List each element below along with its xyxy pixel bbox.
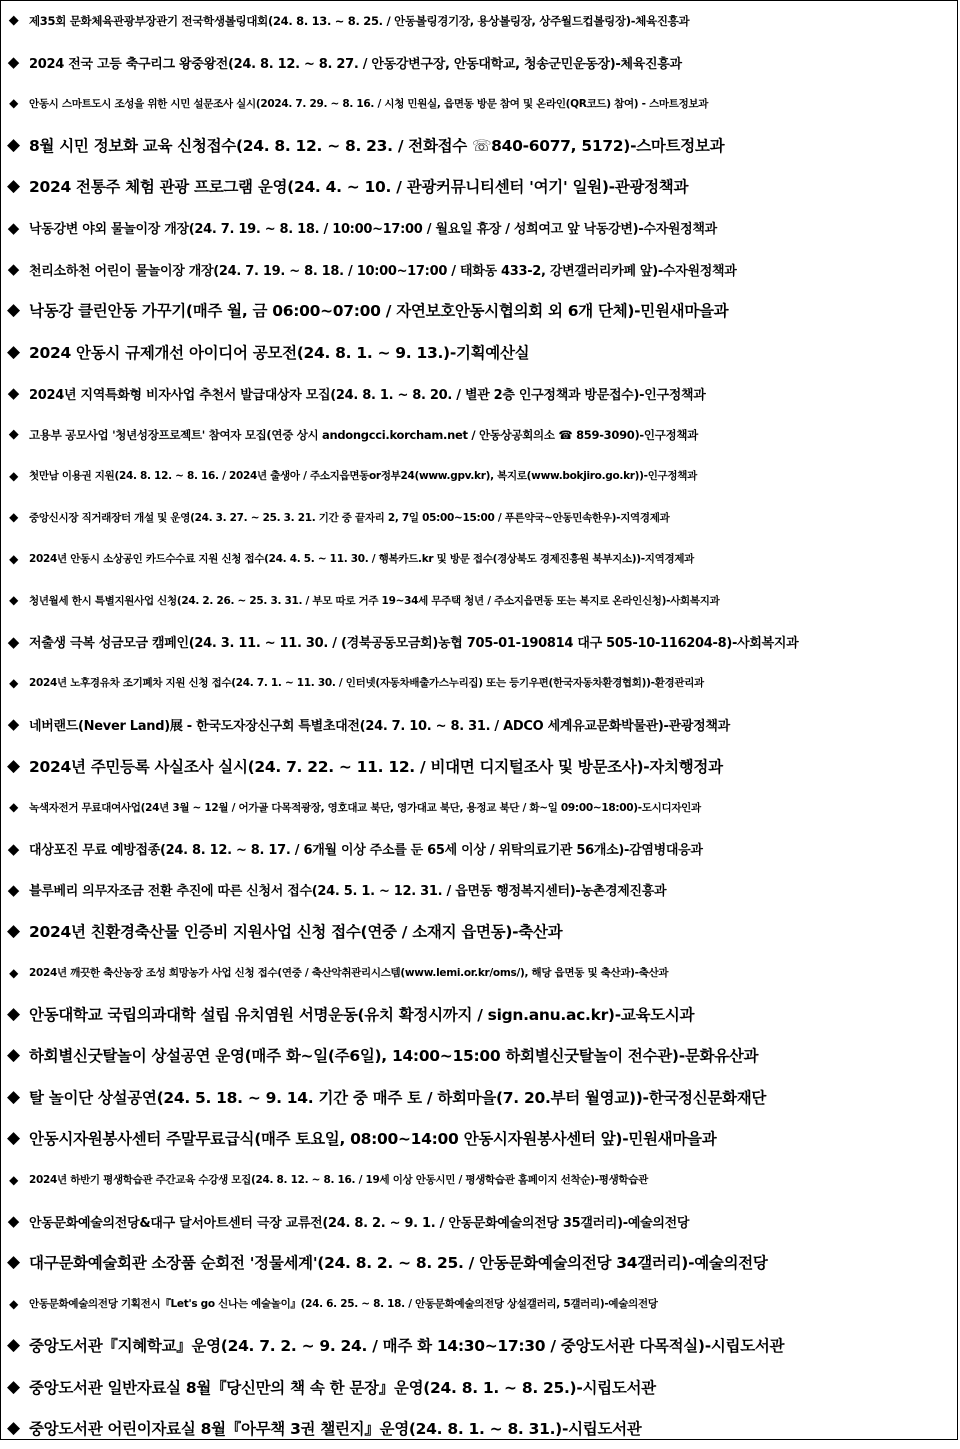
diamond-bullet-icon: ◆ [6, 341, 21, 362]
notice-text: 블루베리 의무자조금 전환 추진에 따른 신청서 접수(24. 5. 1. ~ 12. 31. / 읍면동 행정복지센터)-농촌경제진흥과 [29, 884, 667, 900]
notice-item [0, 373, 960, 414]
notice-text: 고용부 공모사업 '청년성장프로젝트' 참여자 모집(연중 상시 andongcci.korcham.net / 안동상공회의소 ☎ 859-3090)-인구정책과 [29, 427, 698, 442]
notice-item [0, 1200, 960, 1241]
notice-text: 천리소하천 어린이 물놀이장 개장(24. 7. 19. ~ 8. 18. / 10:00~17:00 / 태화동 433-2, 강변갤러리카페 앞)-수자원정책과 [29, 263, 737, 279]
notice-text: 중앙도서관 어린이자료실 8월『아무책 3권 챌린지』운영(24. 8. 1. ~ 8. 31.)-시립도서관 [29, 1419, 642, 1438]
diamond-bullet-icon: ◆ [6, 1252, 21, 1273]
notice-text: 저출생 극복 성금모금 캠페인(24. 3. 11. ~ 11. 30. / (경북공동모금회)농협 705-01-190814 대구 505-10-116204-8)-사회복지과 [29, 636, 799, 652]
notice-text: 낙동강변 야외 물놀이장 개장(24. 7. 19. ~ 8. 18. / 10:00~17:00 / 월요일 휴장 / 성희여고 앞 낙동강변)-수자원정책과 [29, 222, 717, 238]
notice-item [0, 41, 960, 82]
notice-text: 청년월세 한시 특별지원사업 신청(24. 2. 26. ~ 25. 3. 31. / 부모 따로 거주 19~34세 무주택 청년 / 주소지읍면동 또는 복지로 온라인신청)-사회복지과 [29, 594, 720, 607]
notice-item [0, 1407, 960, 1448]
diamond-bullet-icon: ◆ [6, 1417, 21, 1438]
diamond-bullet-icon: ◆ [9, 965, 18, 980]
diamond-bullet-icon: ◆ [7, 880, 20, 899]
diamond-bullet-icon: ◆ [9, 675, 18, 690]
notice-item [0, 455, 960, 496]
diamond-bullet-icon: ◆ [7, 218, 20, 237]
diamond-bullet-icon: ◆ [8, 13, 19, 29]
notice-text: 제35회 문화체육관광부장관기 전국학생볼링대회(24. 8. 13. ~ 8. 25. / 안동볼링경기장, 용상볼링장, 상주월드컵볼링장)-체육진흥과 [29, 13, 690, 28]
notice-item [0, 414, 960, 455]
notice-item [0, 869, 960, 910]
notice-text: 대상포진 무료 예방접종(24. 8. 12. ~ 8. 17. / 6개월 이상 주소를 둔 65세 이상 / 위탁의료기관 56개소)-감염병대응과 [29, 843, 703, 858]
diamond-bullet-icon: ◆ [6, 1045, 21, 1066]
diamond-bullet-icon: ◆ [9, 551, 18, 566]
notice-text: 8월 시민 정보화 교육 신청접수(24. 8. 12. ~ 8. 23. / 전화접수 ☏840-6077, 5172)-스마트정보과 [29, 136, 725, 155]
notice-item [0, 331, 960, 372]
notice-item [0, 1242, 960, 1283]
notice-text: 안동시자원봉사센터 주말무료급식(매주 토요일, 08:00~14:00 안동시자원봉사센터 앞)-민원새마을과 [29, 1130, 717, 1149]
diamond-bullet-icon: ◆ [6, 1376, 21, 1397]
diamond-bullet-icon: ◆ [6, 921, 21, 942]
notice-item [0, 1076, 960, 1117]
notice-item [0, 1159, 960, 1200]
notice-item [0, 207, 960, 248]
diamond-bullet-icon: ◆ [6, 1335, 21, 1356]
notice-item [0, 1118, 960, 1159]
notice-item [0, 993, 960, 1034]
notice-text: 네버랜드(Never Land)展 - 한국도자장신구회 특별초대전(24. 7. 10. ~ 8. 31. / ADCO 세계유교문화박물관)-관광정책과 [29, 718, 730, 734]
notice-text: 녹색자전거 무료대여사업(24년 3월 ~ 12월 / 어가골 다목적광장, 영호대교 북단, 영가대교 북단, 용정교 북단 / 화~일 09:00~18:00)-도시디자인과 [29, 801, 701, 814]
notice-item [0, 662, 960, 703]
notice-item [0, 290, 960, 331]
notice-text: 안동시 스마트도시 조성을 위한 시민 설문조사 실시(2024. 7. 29. ~ 8. 16. / 시청 민원실, 읍면동 방문 참여 및 온라인(QR코드) 참여) - 스마트정보과 [29, 97, 709, 110]
notice-text: 2024년 하반기 평생학습관 주간교육 수강생 모집(24. 8. 12. ~ 8. 16. / 19세 이상 안동시민 / 평생학습관 홈페이지 선착순)-평생학습관 [29, 1174, 648, 1187]
notice-text: 2024 전국 고등 축구리그 왕중왕전(24. 8. 12. ~ 8. 27. / 안동강변구장, 안동대학교, 청송군민운동장)-체육진흥과 [29, 56, 682, 72]
notice-text: 2024 전통주 체험 관광 프로그램 운영(24. 4. ~ 10. / 관광커뮤니티센터 '여기' 일원)-관광정책과 [29, 178, 689, 197]
notice-item [0, 0, 960, 41]
notice-text: 2024년 친환경축산물 인증비 지원사업 신청 접수(연중 / 소재지 읍면동)-축산과 [29, 923, 563, 942]
notice-item [0, 911, 960, 952]
notice-item [0, 166, 960, 207]
notice-item [0, 745, 960, 786]
notice-text: 2024년 주민등록 사실조사 실시(24. 7. 22. ~ 11. 12. / 비대면 디지털조사 및 방문조사)-자치행정과 [29, 757, 723, 776]
notice-text: 2024 안동시 규제개선 아이디어 공모전(24. 8. 1. ~ 9. 13.)-기획예산실 [29, 343, 530, 362]
diamond-bullet-icon: ◆ [7, 1212, 20, 1231]
notice-item [0, 828, 960, 869]
diamond-bullet-icon: ◆ [7, 632, 20, 651]
diamond-bullet-icon: ◆ [7, 715, 20, 734]
notice-item [0, 1325, 960, 1366]
notice-text: 낙동강 클린안동 가꾸기(매주 월, 금 06:00~07:00 / 자연보호안동시협의회 외 6개 단체)-민원새마을과 [29, 302, 729, 321]
notice-text: 중앙도서관『지혜학교』운영(24. 7. 2. ~ 9. 24. / 매주 화 14:30~17:30 / 중앙도서관 다목적실)-시립도서관 [29, 1337, 785, 1356]
notice-text: 첫만남 이용권 지원(24. 8. 12. ~ 8. 16. / 2024년 출생아 / 주소지읍면동or정부24(www.gpv.kr), 복지로(www.bokjiro.go.kr))-인구정책과 [29, 470, 697, 483]
notice-item [0, 497, 960, 538]
diamond-bullet-icon: ◆ [6, 1004, 21, 1025]
notice-text: 하회별신굿탈놀이 상설공연 운영(매주 화~일(주6일), 14:00~15:00 하회별신굿탈놀이 전수관)-문화유산과 [29, 1047, 759, 1066]
notice-text: 안동문화예술의전당&대구 달서아트센터 극장 교류전(24. 8. 2. ~ 9. 1. / 안동문화예술의전당 35갤러리)-예술의전당 [29, 1215, 690, 1231]
diamond-bullet-icon: ◆ [9, 1172, 18, 1187]
diamond-bullet-icon: ◆ [6, 134, 21, 155]
notice-item [0, 1035, 960, 1076]
notice-text: 2024년 안동시 소상공인 카드수수료 지원 신청 접수(24. 4. 5. ~ 11. 30. / 행복카드.kr 및 방문 접수(경상북도 경제진흥원 북부지소))-지역경제과 [29, 553, 695, 566]
notice-item [0, 1283, 960, 1324]
notice-text: 2024년 깨끗한 축산농장 조성 희망농가 사업 신청 접수(연중 / 축산악취관리시스템(www.lemi.or.kr/oms/), 해당 읍면동 및 축산과)-축산과 [29, 967, 669, 980]
notice-text: 안동대학교 국립의과대학 설립 유치염원 서명운동(유치 확정시까지 / sign.anu.ac.kr)-교육도시과 [29, 1006, 695, 1025]
notice-item [0, 579, 960, 620]
notice-item [0, 1366, 960, 1407]
notice-text: 중앙도서관 일반자료실 8월『당신만의 책 속 한 문장』운영(24. 8. 1. ~ 8. 25.)-시립도서관 [29, 1378, 656, 1397]
notice-text: 탈 놀이단 상설공연(24. 5. 18. ~ 9. 14. 기간 중 매주 토 / 하회마을(7. 20.부터 월영교))-한국정신문화재단 [29, 1088, 767, 1107]
notice-text: 안동문화예술의전당 기획전시『Let's go 신나는 예술놀이』(24. 6. 25. ~ 8. 18. / 안동문화예술의전당 상설갤러리, 5갤러리)-예술의전당 [29, 1298, 658, 1311]
notice-text: 중앙신시장 직거래장터 개설 및 운영(24. 3. 27. ~ 25. 3. 21. 기간 중 끝자리 2, 7일 05:00~15:00 / 푸른약국~안동민속한우)-지역경제과 [29, 511, 670, 524]
diamond-bullet-icon: ◆ [6, 300, 21, 321]
notice-item [0, 248, 960, 289]
diamond-bullet-icon: ◆ [6, 755, 21, 776]
notice-item [0, 704, 960, 745]
notice-item [0, 124, 960, 165]
notice-text: 2024년 지역특화형 비자사업 추천서 발급대상자 모집(24. 8. 1. ~ 8. 20. / 별관 2층 인구정책과 방문접수)-인구정책과 [29, 387, 706, 403]
diamond-bullet-icon: ◆ [9, 510, 18, 525]
diamond-bullet-icon: ◆ [9, 96, 18, 111]
diamond-bullet-icon: ◆ [9, 468, 18, 483]
diamond-bullet-icon: ◆ [7, 260, 20, 279]
notice-item [0, 786, 960, 827]
notice-text: 2024년 노후경유차 조기폐차 지원 신청 접수(24. 7. 1. ~ 11. 30. / 인터넷(자동차배출가스누리집) 또는 등기우편(한국자동차환경협회))-환경관리과 [29, 677, 704, 690]
notice-item [0, 538, 960, 579]
diamond-bullet-icon: ◆ [9, 800, 18, 815]
diamond-bullet-icon: ◆ [7, 384, 20, 403]
diamond-bullet-icon: ◆ [7, 53, 20, 72]
diamond-bullet-icon: ◆ [6, 1086, 21, 1107]
diamond-bullet-icon: ◆ [9, 1296, 18, 1311]
diamond-bullet-icon: ◆ [8, 427, 19, 443]
notice-item [0, 952, 960, 993]
notice-item [0, 621, 960, 662]
notice-item [0, 83, 960, 124]
diamond-bullet-icon: ◆ [9, 593, 18, 608]
diamond-bullet-icon: ◆ [6, 176, 21, 197]
diamond-bullet-icon: ◆ [6, 1128, 21, 1149]
notice-text: 대구문화예술회관 소장품 순회전 '정물세계'(24. 8. 2. ~ 8. 25. / 안동문화예술의전당 34갤러리)-예술의전당 [29, 1254, 768, 1273]
diamond-bullet-icon: ◆ [7, 839, 20, 858]
